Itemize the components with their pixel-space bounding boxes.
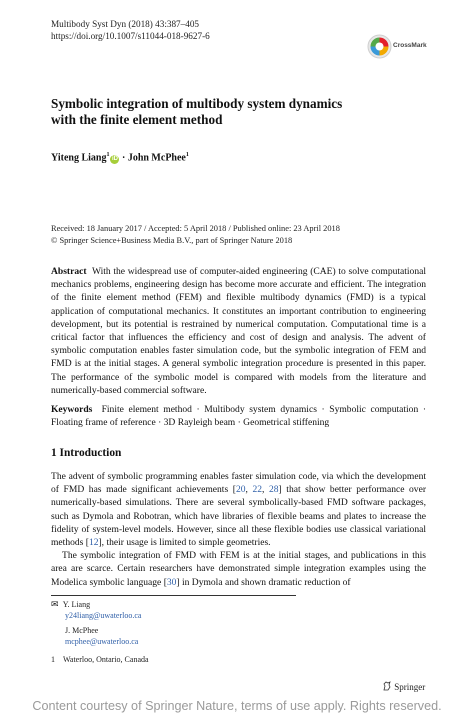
title-line-1: Symbolic integration of multibody system dynamics (51, 96, 343, 111)
publisher-name: Springer (394, 682, 426, 692)
author-1-name: Y. Liang (62, 600, 91, 609)
affiliation-footnote (51, 655, 149, 666)
author-name-1: Yiteng Liang (51, 152, 107, 164)
intro-text: The symbolic integration of FMD with FEM is at the initial stages, and publications in this area are scarce. Certain researchers have demonstrated simple integration examples using the Modelica symbolic language (51, 550, 426, 588)
title-line-2: with the finite element method (51, 112, 223, 127)
intro-text: in Dymola and shown dramatic reduction of (179, 576, 351, 588)
orcid-icon[interactable]: iD (111, 156, 118, 163)
citation-link[interactable]: 12 (88, 537, 99, 549)
journal-header (51, 18, 210, 42)
abstract-text: With the widespread use of computer-aided engineering (CAE) to solve computational mechanics problems, engineering design has become more accurate and efficient. The integration of the finite element method (FEM) and flexible multibody dynamics (FMD) is a typical application of computational mechanics. It constitutes an important contribution to engineering development, but its potential is restrained by numerical computation. Computational time is a critical factor that influences the efficiency and cost of design and analysis. The advent of symbolic computation enables faster simulation code, but the symbolic integration of FEM and FMD is at the initial stages. A general symbolic integration procedure is presented in this paper. The performance of the symbolic model is compared with models from the literature and numerically-based commercial software. (51, 266, 426, 396)
citation-link[interactable]: 22 (252, 484, 263, 496)
affiliation-number: 1 (51, 655, 55, 664)
citation-link[interactable]: 30 (166, 576, 177, 588)
crossmark-icon[interactable] (367, 34, 392, 59)
intro-text: The advent of symbolic programming enables faster simulation code, via which the development of FMD has made significant achievements (51, 471, 426, 496)
keywords-block (51, 403, 426, 429)
doi-link[interactable]: https://doi.org/10.1007/s11044-018-9627-6 (51, 31, 210, 41)
author-1-email[interactable] (65, 611, 141, 622)
springer-horse-icon (382, 681, 392, 691)
footnote-divider (51, 595, 296, 596)
author-2-email[interactable] (65, 637, 138, 648)
abstract-label: Abstract (51, 266, 87, 277)
crossmark-label: CrossMark (393, 42, 427, 49)
author-name-2: John McPhee (127, 152, 186, 164)
journal-citation: Multibody Syst Dyn (2018) 43:387–405 (51, 19, 200, 29)
email-link[interactable]: mcphee@uwaterloo.ca (65, 637, 139, 646)
abstract-block (51, 265, 426, 397)
author-separator: · (119, 152, 128, 164)
courtesy-watermark: Content courtesy of Springer Nature, terms of use apply. Rights reserved. (32, 699, 442, 713)
author-affil-sup-1: 1 (106, 152, 110, 158)
section-heading: 1 Introduction (51, 447, 122, 459)
corresponding-author-1 (51, 600, 90, 611)
publisher-mark (382, 681, 425, 692)
publication-history: Received: 18 January 2017 / Accepted: 5 April 2018 / Published online: 23 April 2018 (51, 224, 340, 233)
affiliation-text: Waterloo, Ontario, Canada (63, 655, 149, 664)
envelope-icon: ✉ (51, 600, 59, 610)
author-list (51, 152, 189, 164)
intro-text: that show better performance over numerically-based simulations. There are several symbolically-based FMD software packages, such as Dymola and Robotran, which have libraries of flexible beams and plates to increase the fidelity of system-level models. However, since all these flexible bodies use classical variational methods (51, 484, 426, 549)
author-2-name: J. McPhee (65, 626, 99, 635)
intro-paragraph-1: The advent of symbolic programming enables faster simulation code, via which the development of FMD has made significant achievements [20, 22, 28] that show better performance over numerically-based simulations. There are several symbolically-based FMD software packages, such as Dymola and Robotran, which have libraries of flexible beams and plates to increase the fidelity of system-level models. However, since all these flexible bodies use classical variational methods [12], their usage is limited to simple geometries. (51, 471, 426, 549)
author-affil-sup-2: 1 (185, 152, 189, 158)
intro-text: , their usage is limited to simple geometries. (101, 537, 271, 549)
keywords-label: Keywords (51, 404, 93, 415)
intro-paragraph-2: The symbolic integration of FMD with FEM is at the initial stages, and publications in this area are scarce. Certain researchers have demonstrated simple integration examples using the Modelica symbolic language [30] in Dymola and shown dramatic reduction of (51, 550, 426, 588)
paper-title (51, 96, 431, 128)
copyright-line: © Springer Science+Business Media B.V., part of Springer Nature 2018 (51, 236, 293, 245)
publication-dates (51, 223, 431, 247)
introduction-body (51, 470, 426, 589)
citation-link[interactable]: 28 (268, 484, 279, 496)
citation-link[interactable]: 20 (235, 484, 246, 496)
keywords-text: Finite element method · Multibody system dynamics · Symbolic computation · Floating frame of reference · 3D Rayleigh beam · Geometrical stiffening (51, 404, 426, 429)
email-link[interactable]: y24liang@uwaterloo.ca (65, 611, 142, 620)
